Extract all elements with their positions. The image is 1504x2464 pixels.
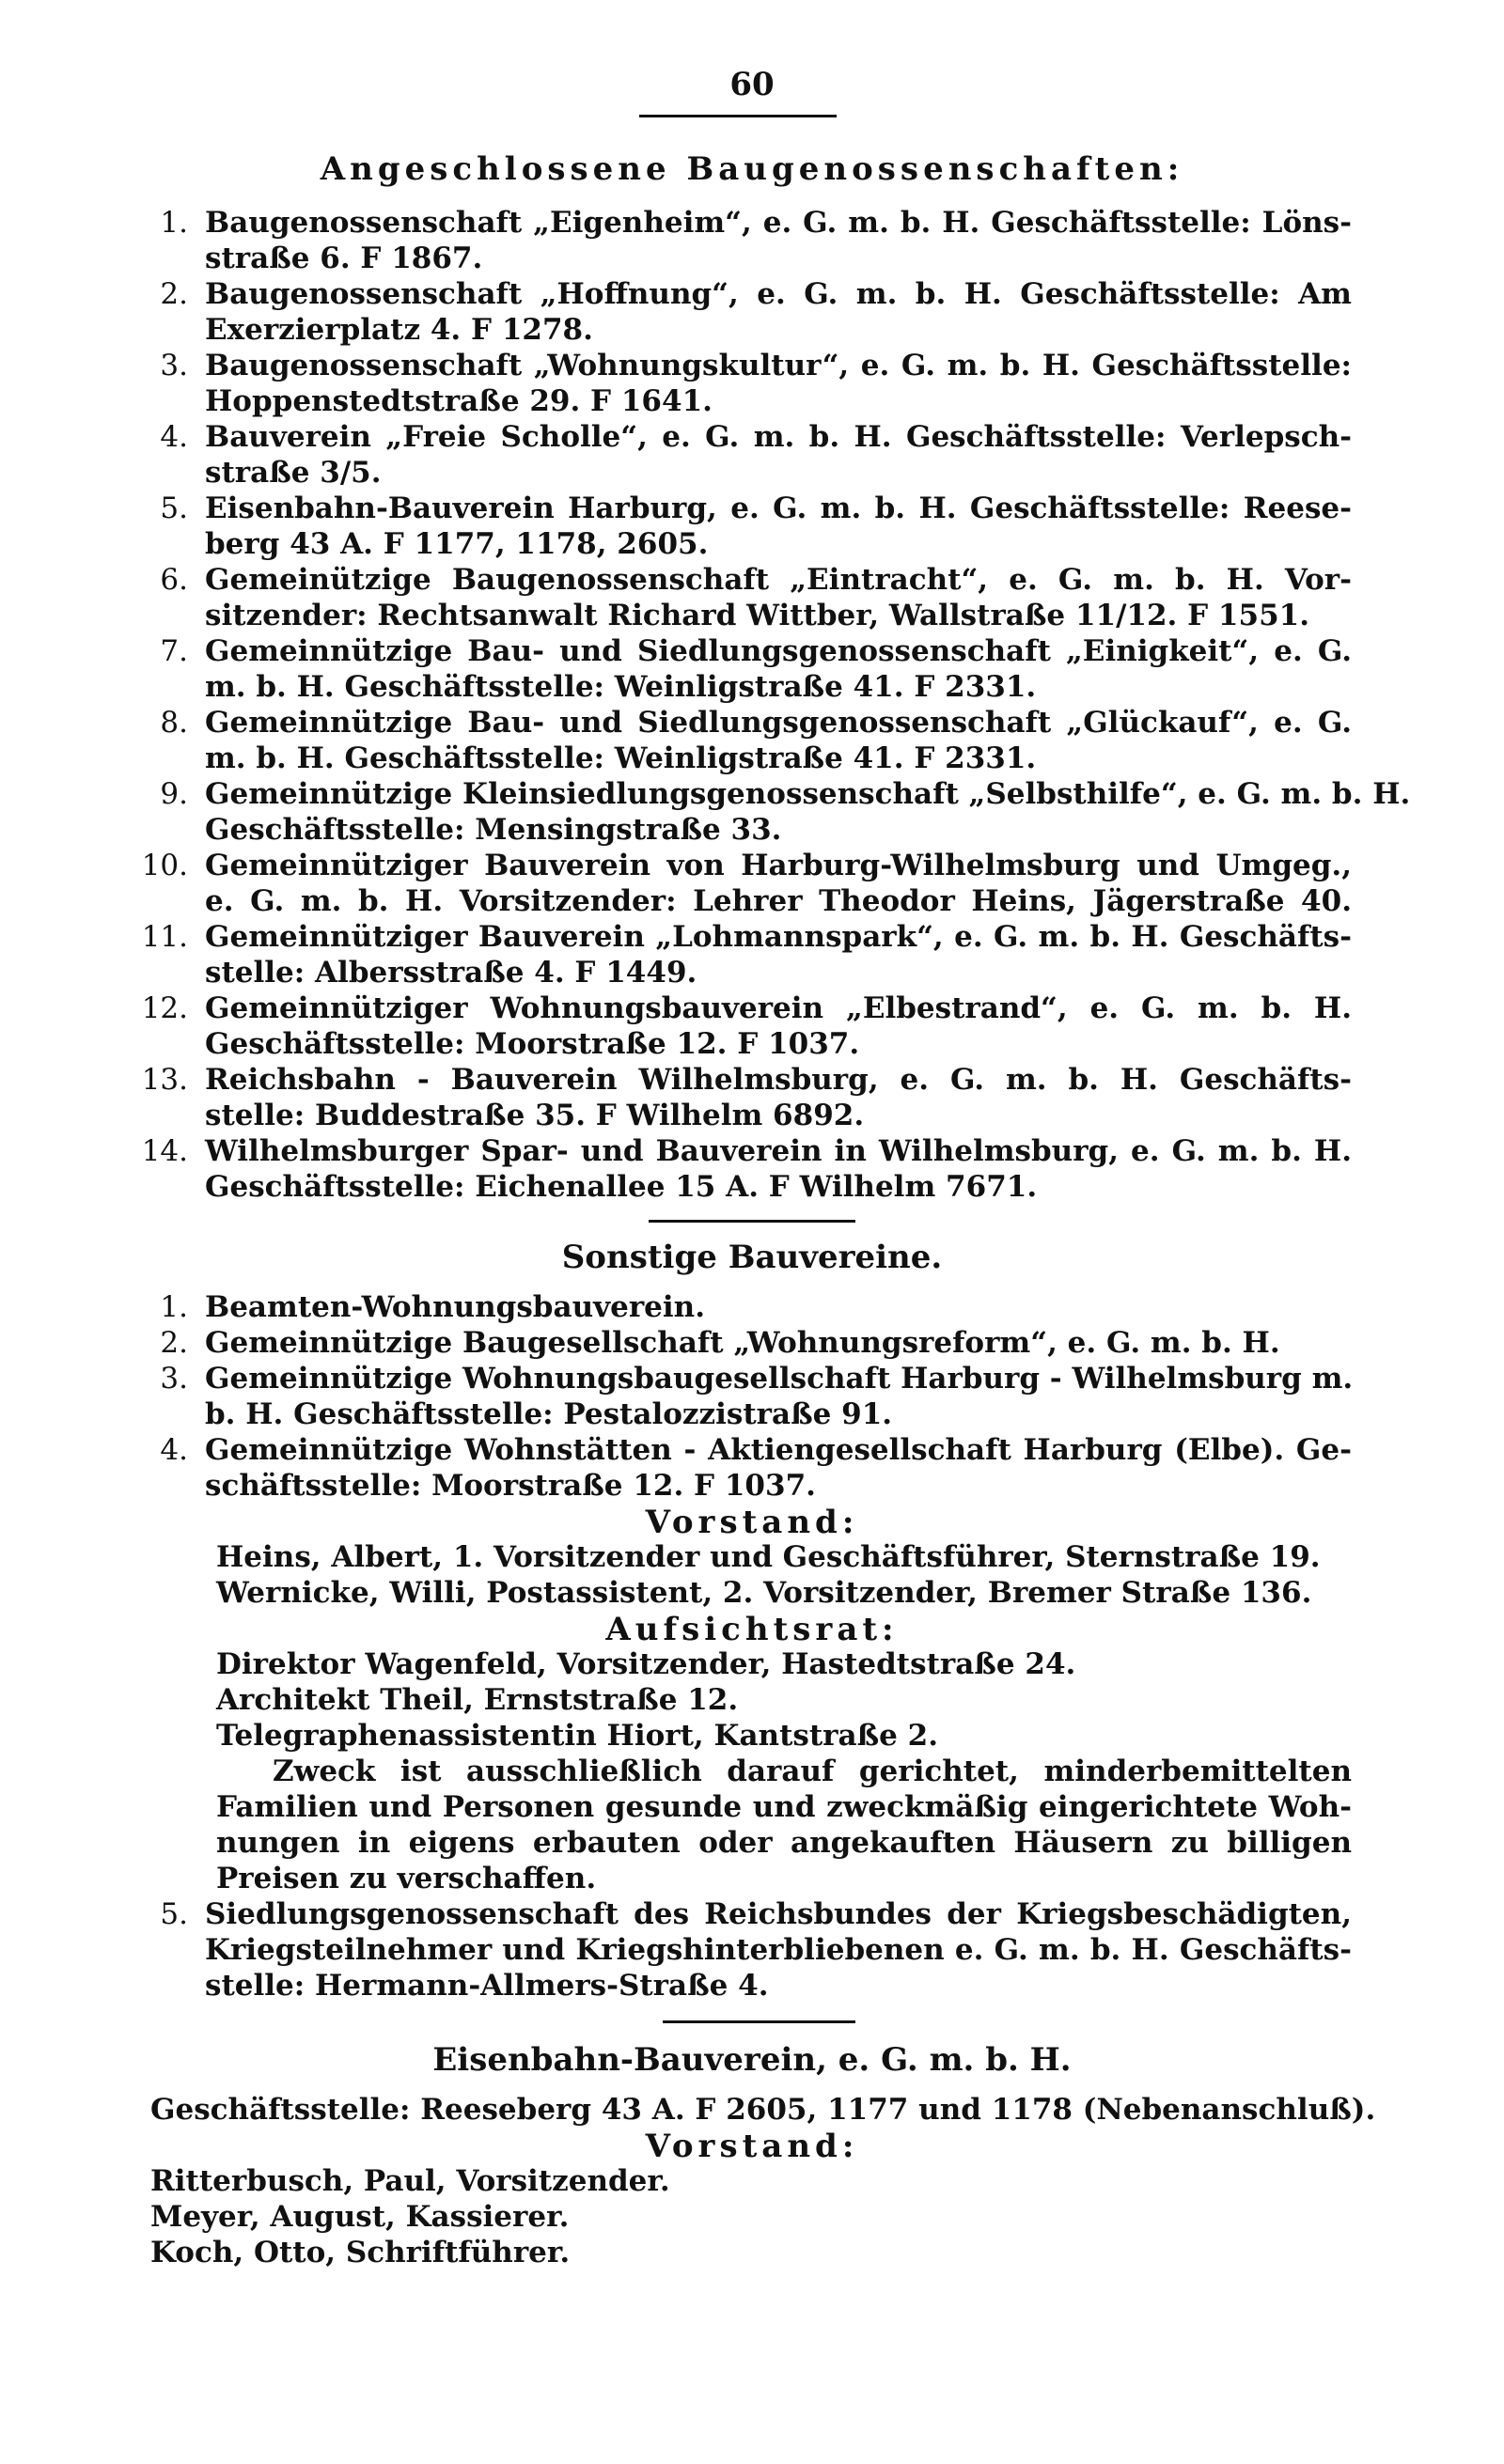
item-number: 1. <box>160 206 188 240</box>
item-line: Gemeinnützige Baugesellschaft „Wohnungsreform“, e. G. m. b. H. <box>205 1326 1280 1360</box>
item-number: 2. <box>160 1326 188 1360</box>
item-number: 4. <box>160 420 188 454</box>
item-number: 3. <box>160 1362 188 1396</box>
item-line: stelle: Albersstraße 4. F 1449. <box>205 956 697 990</box>
item-number: 3. <box>160 349 188 382</box>
item-line: b. H. Geschäftsstelle: Pestalozzistraße 91. <box>205 1397 893 1431</box>
item-line: Wilhelmsburger Spar- und Bauverein in Wilhelmsburg, e. G. m. b. H. <box>205 1134 1352 1168</box>
item-number: 8. <box>160 706 188 740</box>
item-line: Geschäftsstelle: Eichenallee 15 A. F Wilhelm 7671. <box>205 1170 1038 1204</box>
item-line: stelle: Hermann-Allmers-Straße 4. <box>205 1969 769 2003</box>
item-line: Reichsbahn - Bauverein Wilhelmsburg, e. G. m. b. H. Geschäfts- <box>205 1063 1352 1097</box>
item-line: m. b. H. Geschäftsstelle: Weinligstraße 41. F 2331. <box>205 741 1037 775</box>
item-line: e. G. m. b. H. Vorsitzender: Lehrer Theodor Heins, Jägerstraße 40. <box>205 884 1352 918</box>
vorstand-member: Ritterbusch, Paul, Vorsitzender. <box>150 2164 670 2198</box>
item-line: berg 43 A. F 1177, 1178, 2605. <box>205 527 709 561</box>
aufsichtsrat-member: Telegraphenassistentin Hiort, Kantstraße 2. <box>216 1719 939 1753</box>
section-title-eisenbahn: Eisenbahn-Bauverein, e. G. m. b. H. <box>432 2041 1072 2079</box>
item-number: 12. <box>141 991 188 1025</box>
aufsichtsrat-member: Architekt Theil, Ernststraße 12. <box>216 1683 739 1717</box>
item-line: Gemeinnützige Wohnstätten - Aktiengesellschaft Harburg (Elbe). Ge- <box>205 1433 1352 1467</box>
aufsichtsrat-member: Direktor Wagenfeld, Vorsitzender, Hastedtstraße 24. <box>216 1647 1076 1681</box>
item-number: 11. <box>141 920 188 954</box>
aufsichtsrat-title: Aufsichtsrat: <box>605 1611 899 1648</box>
vorstand-member: Heins, Albert, 1. Vorsitzender und Geschäftsführer, Sternstraße 19. <box>216 1540 1321 1574</box>
item-line: Baugenossenschaft „Wohnungskultur“, e. G. m. b. H. Geschäftsstelle: <box>205 349 1352 382</box>
item-line: Siedlungsgenossenschaft des Reichsbundes der Kriegsbeschädigten, <box>205 1897 1352 1931</box>
vorstand-member: Koch, Otto, Schriftführer. <box>150 2236 571 2269</box>
item-line: Hoppenstedtstraße 29. F 1641. <box>205 384 713 418</box>
address-line: Geschäftsstelle: Reeseberg 43 A. F 2605, 1177 und 1178 (Nebenanschluß). <box>150 2093 1376 2127</box>
item-number: 7. <box>160 634 188 668</box>
item-number: 10. <box>141 849 188 882</box>
item-line: straße 3/5. <box>205 456 382 490</box>
vorstand-title: Vorstand: <box>645 1504 859 1541</box>
item-line: Gemeinnützige Kleinsiedlungsgenossenschaft „Selbsthilfe“, e. G. m. b. H. <box>205 777 1411 811</box>
item-line: Baugenossenschaft „Hoffnung“, e. G. m. b. H. Geschäftsstelle: Am <box>205 277 1352 311</box>
item-number: 6. <box>160 563 188 597</box>
item-number: 5. <box>160 491 188 525</box>
item-line: schäftsstelle: Moorstraße 12. F 1037. <box>205 1469 816 1503</box>
item-number: 4. <box>160 1433 188 1467</box>
section-title-angeschlossene: Angeschlossene Baugenossenschaften: <box>320 150 1184 188</box>
item-line: sitzender: Rechtsanwalt Richard Wittber, Wallstraße 11/12. F 1551. <box>205 599 1310 632</box>
item-number: 1. <box>160 1290 188 1324</box>
page-number: 60 <box>729 66 775 103</box>
section-title-sonstige: Sonstige Bauvereine. <box>561 1239 943 1276</box>
item-line: Bauverein „Freie Scholle“, e. G. m. b. H. Geschäftsstelle: Verlepsch- <box>205 420 1352 454</box>
vorstand-member: Wernicke, Willi, Postassistent, 2. Vorsitzender, Bremer Straße 136. <box>216 1576 1312 1610</box>
item-number: 9. <box>160 777 188 811</box>
item-line: Gemeinützige Baugenossenschaft „Eintracht“, e. G. m. b. H. Vor- <box>205 563 1352 597</box>
item-line: m. b. H. Geschäftsstelle: Weinligstraße 41. F 2331. <box>205 670 1037 704</box>
item-line: Gemeinnütziger Wohnungsbauverein „Elbestrand“, e. G. m. b. H. <box>205 991 1352 1025</box>
item-line: Beamten-Wohnungsbauverein. <box>205 1290 706 1324</box>
vorstand-title: Vorstand: <box>645 2128 859 2165</box>
zweck-line: Zweck ist ausschließlich darauf gerichtet, minderbemittelten <box>273 1754 1352 1788</box>
item-line: Geschäftsstelle: Moorstraße 12. F 1037. <box>205 1027 860 1061</box>
item-line: stelle: Buddestraße 35. F Wilhelm 6892. <box>205 1099 865 1132</box>
zweck-line: nungen in eigens erbauten oder angekauften Häusern zu billigen <box>216 1826 1352 1860</box>
item-line: Geschäftsstelle: Mensingstraße 33. <box>205 813 782 847</box>
item-line: Gemeinnütziger Bauverein „Lohmannspark“, e. G. m. b. H. Geschäfts- <box>205 920 1352 954</box>
item-number: 5. <box>160 1897 188 1931</box>
item-line: Gemeinnütziger Bauverein von Harburg-Wilhelmsburg und Umgeg., <box>205 849 1352 882</box>
item-line: Gemeinnützige Bau- und Siedlungsgenossenschaft „Glückauf“, e. G. <box>205 706 1352 740</box>
zweck-line: Familien und Personen gesunde und zweckmäßig eingerichtete Woh- <box>216 1790 1352 1824</box>
item-line: Gemeinnützige Bau- und Siedlungsgenossenschaft „Einigkeit“, e. G. <box>205 634 1352 668</box>
vorstand-member: Meyer, August, Kassierer. <box>150 2200 570 2234</box>
page-number-rule <box>639 115 837 117</box>
zweck-line: Preisen zu verschaffen. <box>216 1862 597 1895</box>
item-line: straße 6. F 1867. <box>205 242 483 275</box>
item-line: Gemeinnützige Wohnungsbaugesellschaft Harburg - Wilhelmsburg m. <box>205 1362 1354 1396</box>
item-number: 14. <box>141 1134 188 1168</box>
item-line: Exerzierplatz 4. F 1278. <box>205 313 593 347</box>
section-divider <box>649 1220 855 1223</box>
item-number: 13. <box>141 1063 188 1097</box>
item-number: 2. <box>160 277 188 311</box>
item-line: Kriegsteilnehmer und Kriegshinterbliebenen e. G. m. b. H. Geschäfts- <box>205 1933 1352 1967</box>
item-line: Eisenbahn-Bauverein Harburg, e. G. m. b. H. Geschäftsstelle: Reese- <box>205 491 1352 525</box>
section-divider <box>663 2020 855 2023</box>
item-line: Baugenossenschaft „Eigenheim“, e. G. m. b. H. Geschäftsstelle: Löns- <box>205 206 1352 240</box>
